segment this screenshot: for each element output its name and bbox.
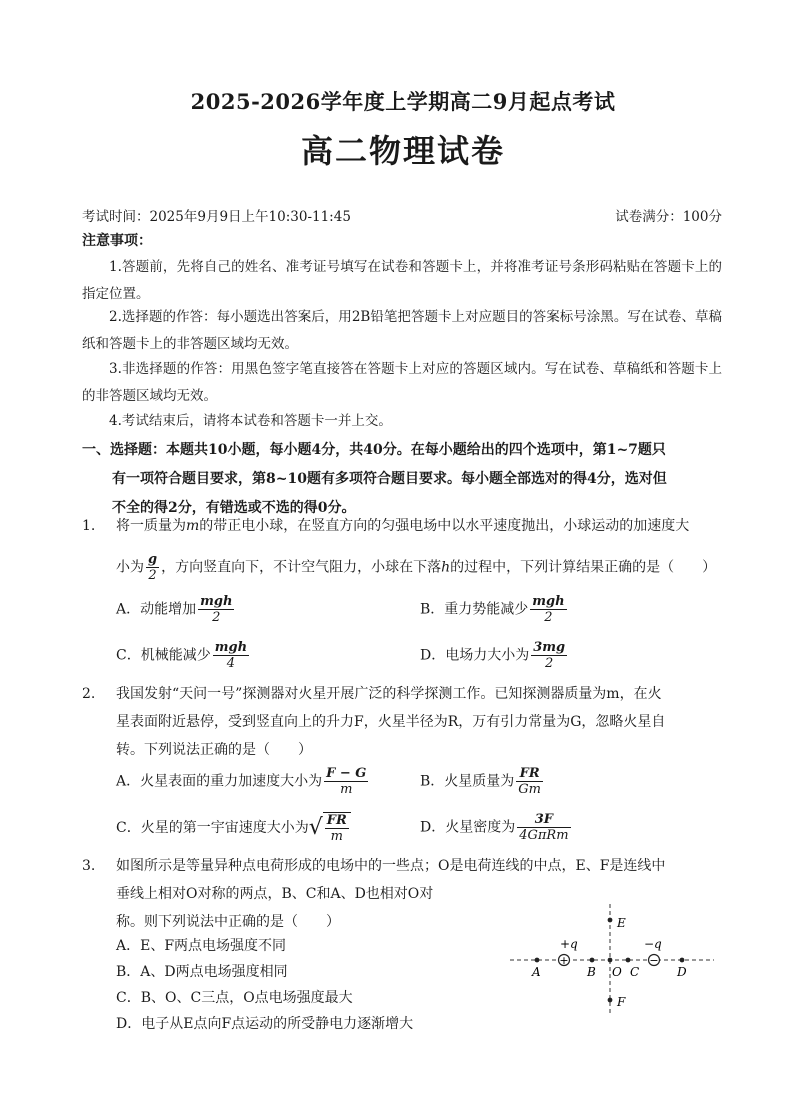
- q3-option-d[interactable]: D．电子从E点向F点运动的所受静电力逐渐增大: [116, 1016, 414, 1032]
- section1-heading: 一、选择题：本题共10小题，每小题4分，共40分。在每小题给出的四个选项中，第1~7题只 有一项符合题目要求，第8~10题有多项符合题目要求。每小题全部选对的得4分，选对但 不全的得2分，有错选或不选的得0分。: [82, 442, 667, 516]
- notes-title: 注意事项：: [82, 233, 152, 249]
- point-b: [590, 958, 595, 963]
- question-3: 3. 如图所示是等量异种点电荷形成的电场中的一些点；O是电荷连线的中点，E、F是连线中 垂线上相对O对称的两点，B、C和A、D也相对O对 称。则下列说法中正确的是（ ）: [82, 858, 666, 930]
- point-o: [608, 958, 613, 963]
- sqrt-symbol: √ $\frac{FR}{m}$: [309, 812, 351, 844]
- q2-option-a[interactable]: A．火星表面的重力加速度大小为 $\frac{F - G}{m}$: [116, 766, 367, 797]
- q2-option-b[interactable]: B．火星质量为 $\frac{FR}{Gm}$: [420, 766, 542, 797]
- q1-option-c[interactable]: C．机械能减少 $\frac{\text{mgh}}{4}$: [116, 640, 248, 671]
- point-d: [680, 958, 685, 963]
- q3-option-b[interactable]: B．A、D两点电场强度相同: [116, 964, 288, 980]
- fraction-g-over-2: $\frac{g}{2}$: [148, 552, 158, 583]
- full-score: 试卷满分：100分: [615, 209, 722, 225]
- point-f: [608, 998, 613, 1003]
- exam-title-line2: 高二物理试卷: [300, 132, 505, 170]
- label-plus-q: +q: [560, 937, 578, 951]
- question-2: 2. 我国发射“天问一号”探测器对火星开展广泛的科学探测工作。已知探测器质量为m，在火 星表面附近悬停，受到竖直向上的升力F，火星半径为R，万有引力常量为G，忽略火星自 转。下列说法正确的是（ ）: [82, 686, 666, 758]
- exam-time: 考试时间：2025年9月9日上午10:30-11:45: [82, 209, 351, 225]
- negative-charge-sign: −: [649, 954, 659, 967]
- label-f: F: [617, 995, 626, 1009]
- q3-option-a[interactable]: A．E、F两点电场强度不同: [116, 938, 287, 954]
- q1-option-a[interactable]: A．动能增加 $\frac{\text{mgh}}{2}$: [116, 594, 233, 625]
- point-c: [626, 958, 631, 963]
- point-a: [535, 958, 540, 963]
- label-b: B: [587, 965, 596, 979]
- q2-option-d[interactable]: D．火星密度为 $\frac{3F}{\text{4GπRm}}$: [420, 812, 569, 843]
- label-d: D: [677, 965, 687, 979]
- note-item-2: 2.选择题的作答：每小题选出答案后，用2B铅笔把答题卡上对应题目的答案标号涂黑。写在试卷、草稿纸和答题卡上的非答题区域均无效。: [82, 309, 722, 352]
- charge-field-diagram: [508, 900, 718, 1020]
- note-item-1: 1.答题前，先将自己的姓名、准考证号填写在试卷和答题卡上，并将准考证号条形码粘贴在答题卡上的指定位置。: [82, 259, 722, 302]
- label-e: E: [617, 916, 626, 930]
- q1-option-d[interactable]: D．电场力大小为 $\frac{3mg}{2}$: [420, 640, 566, 671]
- note-item-3: 3.非选择题的作答：用黑色签字笔直接答在答题卡上对应的答题区域内。写在试卷、草稿纸和答题卡上的非答题区域均无效。: [82, 361, 722, 404]
- q3-option-c[interactable]: C．B、O、C三点，O点电场强度最大: [116, 990, 353, 1006]
- question-1: 1. 将一质量为m的带正电小球，在竖直方向的匀强电场中以水平速度抛出，小球运动的加速度大 小为 $\frac{g}{2}$ ，方向竖直向下，不计空气阻力，小球在下落h的过程中，下列计算结果正确的是（ ）: [82, 518, 717, 583]
- q2-option-c[interactable]: C．火星的第一宇宙速度大小为√ $\frac{FR}{m}$: [116, 812, 351, 844]
- exam-title-line1: 2025-2026学年度上学期高二9月起点考试: [190, 89, 616, 114]
- note-item-4: 4.考试结束后，请将本试卷和答题卡一并上交。: [109, 413, 392, 429]
- label-c: C: [630, 965, 640, 979]
- point-e: [608, 918, 613, 923]
- label-o: O: [612, 965, 622, 979]
- q1-option-b[interactable]: B．重力势能减少 $\frac{\text{mgh}}{2}$: [420, 594, 565, 625]
- positive-charge-sign: +: [559, 954, 569, 967]
- label-a: A: [532, 965, 541, 979]
- label-minus-q: −q: [644, 937, 662, 951]
- exam-info-line: [82, 205, 722, 225]
